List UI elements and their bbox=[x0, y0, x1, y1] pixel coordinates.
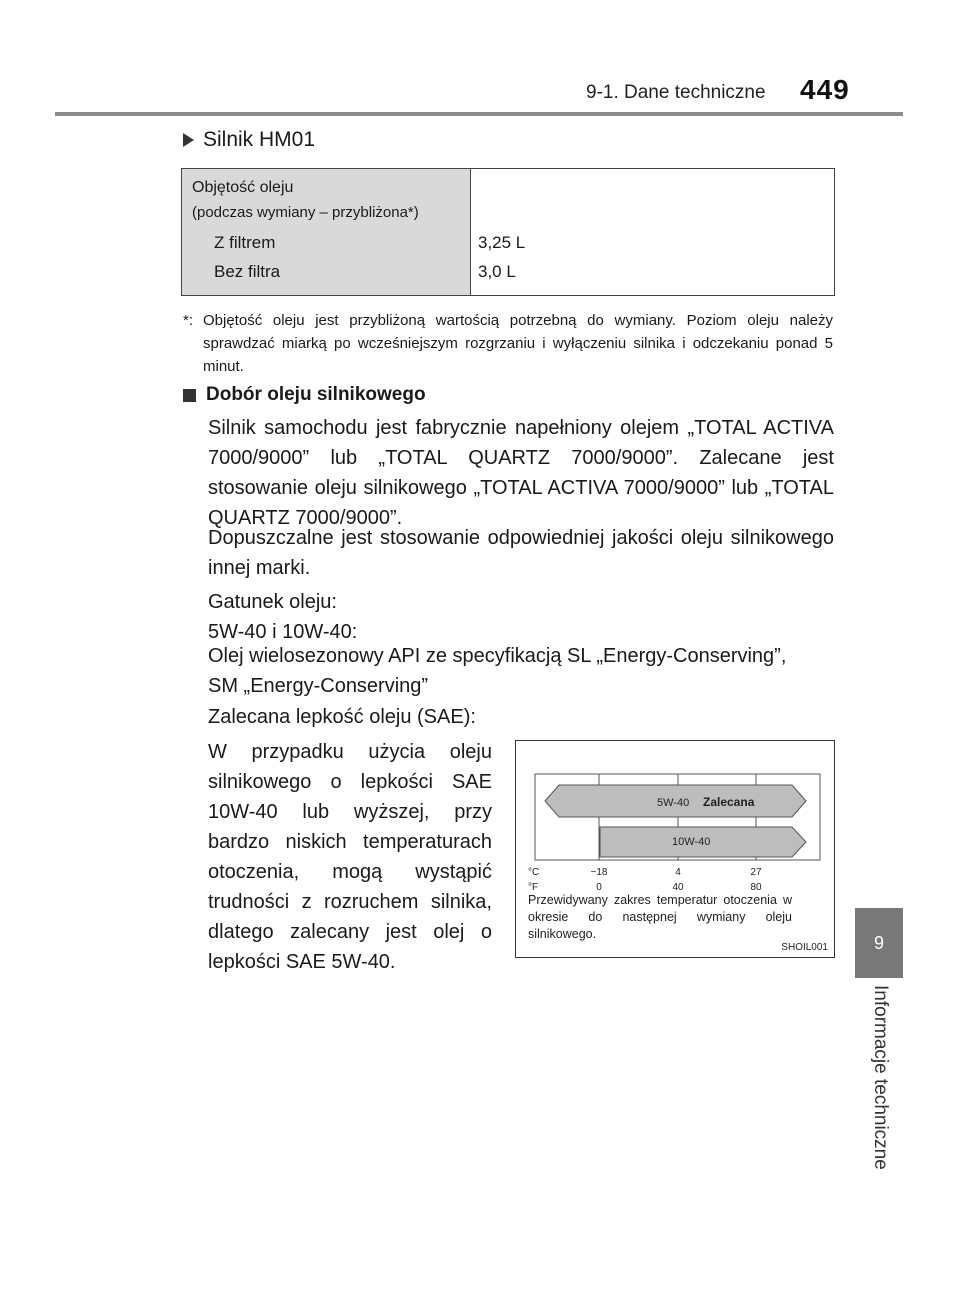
chapter-label-text: Informacje techniczne bbox=[870, 985, 891, 1170]
oil-selection-heading bbox=[183, 384, 426, 406]
paragraph-factory-oil: Silnik samochodu jest fabrycznie napełniony olejem „TOTAL ACTIVA 7000/9000” lub „TOTAL QUARTZ 7000/9000”. Zalecane jest stosowanie oleju silnikowego „TOTAL ACTIVA 7000/9000” lub „TOTAL QUARTZ 7000/9000”. bbox=[208, 417, 834, 529]
table-title: Objętość oleju bbox=[192, 179, 294, 196]
paragraph-viscosity-label: Zalecana lepkość oleju (SAE): bbox=[208, 706, 476, 728]
paragraph-cold-start-note: W przypadku użycia oleju silnikowego o lepkości SAE 10W-40 lub wyższej, przy bardzo niskich temperaturach otoczenia, mogą wystąpić trudności z rozruchem silnika, dlatego zalecany jest olej o lepkości SAE 5W-40. bbox=[208, 741, 492, 973]
oil-grade-value: 5W-40 i 10W-40: bbox=[208, 621, 358, 643]
chapter-number: 9 bbox=[873, 932, 884, 953]
tick-fahrenheit: 80 bbox=[750, 882, 762, 893]
engine-heading-text: Silnik HM01 bbox=[203, 128, 316, 151]
table-row-label: Z filtrem bbox=[214, 233, 276, 252]
tick-fahrenheit: 40 bbox=[672, 882, 684, 893]
paragraph-other-brand: Dopuszczalne jest stosowanie odpowiedniej jakości oleju silnikowego innej marki. bbox=[208, 527, 834, 579]
viscosity-figure bbox=[515, 740, 835, 958]
page-number: 449 bbox=[800, 74, 850, 105]
table-row-label: Bez filtra bbox=[214, 262, 281, 281]
oil-capacity-table bbox=[181, 168, 835, 296]
triangle-bullet-icon bbox=[183, 133, 194, 147]
paragraph-api-spec bbox=[208, 641, 834, 701]
square-bullet-icon bbox=[183, 389, 196, 402]
tick-fahrenheit: 0 bbox=[596, 882, 602, 893]
unit-celsius: °C bbox=[528, 867, 540, 878]
header-section-title: 9-1. Dane techniczne bbox=[586, 82, 766, 103]
oil-selection-heading-text: Dobór oleju silnikowego bbox=[206, 384, 426, 405]
paragraph-oil-grade bbox=[208, 587, 834, 647]
arrow-recommended-label: Zalecana bbox=[703, 795, 755, 809]
tick-celsius: 4 bbox=[675, 867, 681, 878]
engine-heading bbox=[183, 128, 315, 152]
footnote-text: Objętość oleju jest przybliżoną wartością potrzebną do wymiany. Poziom oleju należy sprawdzać miarką po wcześniejszym rozgrzaniu i wyłączeniu silnika i odczekaniu ponad 5 minut. bbox=[203, 312, 833, 375]
tick-celsius: −18 bbox=[590, 867, 608, 878]
unit-fahrenheit: °F bbox=[528, 882, 539, 893]
api-spec-line: Olej wielosezonowy API ze specyfikacją SL „Energy-Conserving”, bbox=[208, 645, 787, 667]
footnote bbox=[183, 309, 833, 378]
chapter-label bbox=[865, 985, 895, 1185]
oil-grade-label: Gatunek oleju: bbox=[208, 591, 337, 613]
api-spec-line: SM „Energy-Conserving” bbox=[208, 675, 429, 697]
arrow-5w40-label: 5W-40 bbox=[657, 797, 690, 809]
arrow-10w40-label: 10W-40 bbox=[672, 836, 711, 848]
table-subtitle: (podczas wymiany – przybliżona*) bbox=[192, 204, 419, 221]
figure-code: SHOIL001 bbox=[781, 942, 828, 953]
table-row-value: 3,0 L bbox=[478, 262, 516, 281]
tick-celsius: 27 bbox=[750, 867, 762, 878]
header-rule bbox=[55, 112, 903, 116]
chapter-tab bbox=[855, 908, 903, 978]
footnote-mark: *: bbox=[183, 312, 194, 329]
table-row-value: 3,25 L bbox=[478, 233, 526, 252]
figure-caption: Przewidywany zakres temperatur otoczenia w okresie do następnej wymiany oleju silnikowego. bbox=[528, 893, 792, 941]
